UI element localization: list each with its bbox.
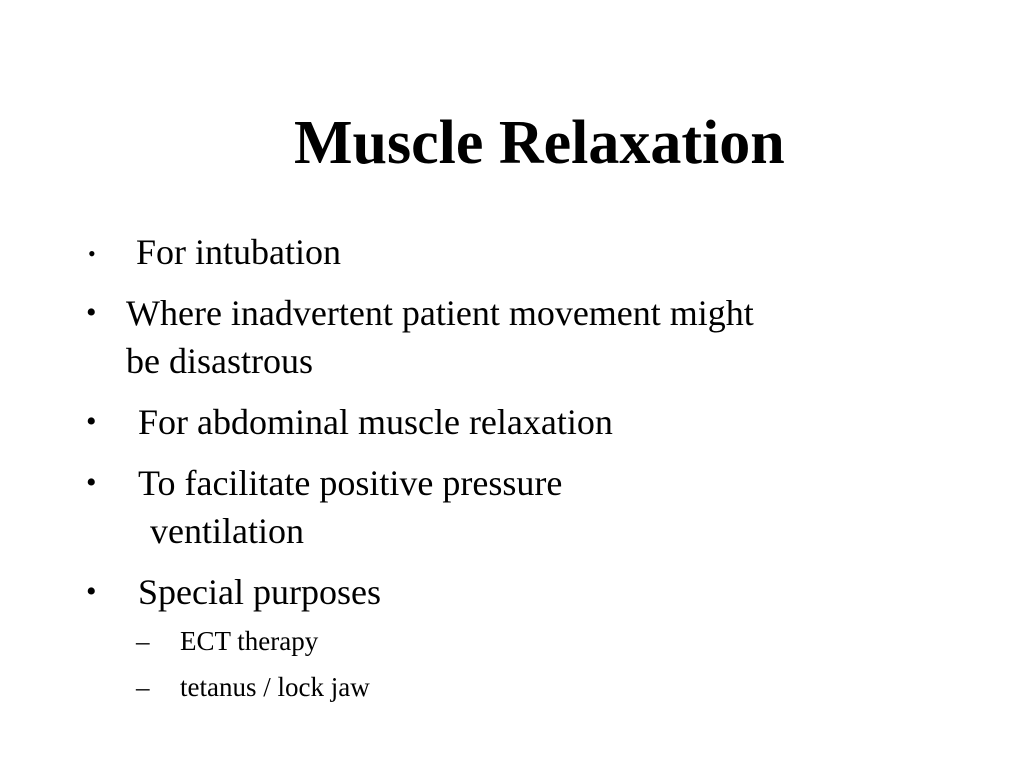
bullet-marker: • — [86, 296, 97, 329]
slide-title: Muscle Relaxation — [294, 109, 785, 177]
bullet-text-intubation: For intubation — [136, 232, 341, 272]
bullet-marker: • — [86, 405, 97, 438]
bullet-text-positive-pressure-cont: ventilation — [150, 511, 304, 551]
bullet-marker: • — [88, 241, 96, 266]
sub-bullet-text-ect: ECT therapy — [180, 626, 319, 656]
sub-bullet-marker: – — [136, 626, 150, 656]
bullet-text-patient-movement-cont: be disastrous — [126, 341, 313, 381]
bullet-text-special-purposes: Special purposes — [138, 572, 381, 612]
bullet-marker: • — [86, 575, 97, 608]
bullet-text-abdominal: For abdominal muscle relaxation — [138, 402, 613, 442]
sub-bullet-text-tetanus: tetanus / lock jaw — [180, 672, 370, 702]
sub-bullet-marker: – — [136, 672, 150, 702]
bullet-text-patient-movement: Where inadvertent patient movement might — [126, 293, 754, 333]
bullet-marker: • — [86, 466, 97, 499]
bullet-text-positive-pressure: To facilitate positive pressure — [138, 463, 563, 503]
